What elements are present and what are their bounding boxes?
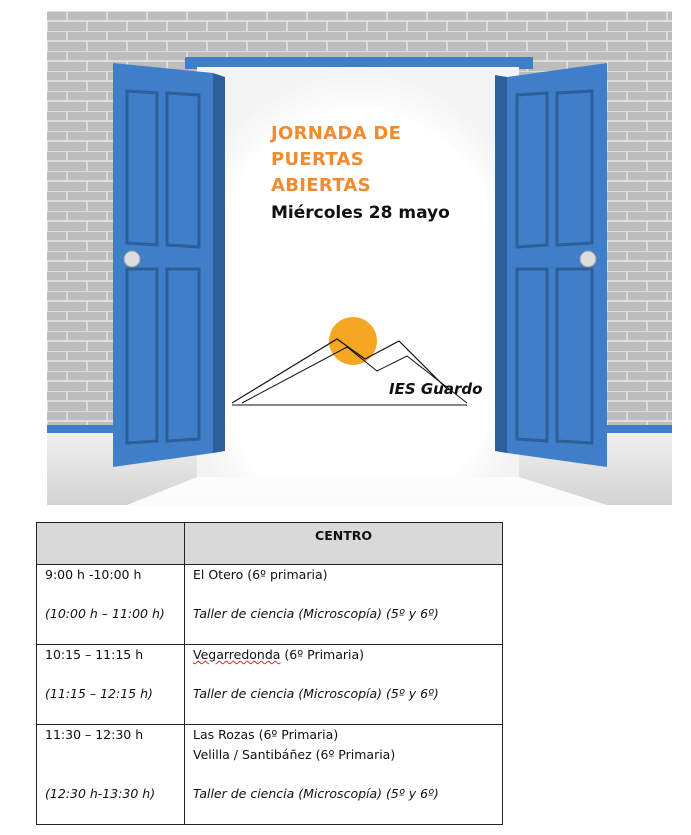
centro-cell [185, 565, 503, 645]
centro-name: Las Rozas (6º Primaria) [193, 727, 339, 742]
table-row [37, 565, 503, 645]
header-centro-cell: CENTRO [185, 523, 503, 565]
time-slot: 9:00 h -10:00 h [45, 567, 142, 582]
centro-cell [185, 645, 503, 725]
activity-name: Taller de ciencia (Microscopía) (5º y 6º) [193, 606, 439, 621]
centro-name-misspelled: Vegarredonda [193, 647, 281, 662]
time-cell [37, 565, 185, 645]
centro-name: Velilla / Santibáñez (6º Primaria) [193, 747, 396, 762]
poster-title-line-3: ABIERTAS [271, 175, 371, 196]
sun-shape [329, 317, 377, 365]
time-slot-secondary: (11:15 – 12:15 h) [45, 686, 153, 701]
table-row [37, 725, 503, 825]
event-poster [47, 11, 672, 505]
poster-title-line-1: JORNADA DE [271, 123, 402, 144]
time-slot: 11:30 – 12:30 h [45, 727, 144, 742]
centro-name-rest: (6º Primaria) [280, 647, 365, 662]
time-cell [37, 645, 185, 725]
schedule-table [36, 522, 503, 825]
time-slot: 10:15 – 11:15 h [45, 647, 144, 662]
centro-name [193, 645, 494, 665]
table-header-row [37, 523, 503, 565]
left-door [113, 63, 225, 467]
right-door [495, 63, 607, 467]
header-time-cell [37, 523, 185, 565]
table-row [37, 645, 503, 725]
activity-name: Taller de ciencia (Microscopía) (5º y 6º) [193, 786, 439, 801]
poster-date: Miércoles 28 mayo [271, 203, 450, 223]
poster-title-line-2: PUERTAS [271, 149, 365, 170]
time-slot-secondary: (12:30 h-13:30 h) [45, 786, 156, 801]
school-logo-text: IES Guardo [389, 380, 483, 398]
centro-name: El Otero (6º primaria) [193, 567, 328, 582]
activity-name: Taller de ciencia (Microscopía) (5º y 6º) [193, 686, 439, 701]
centro-cell [185, 725, 503, 825]
open-doors-illustration [47, 11, 672, 505]
time-slot-secondary: (10:00 h – 11:00 h) [45, 606, 165, 621]
time-cell [37, 725, 185, 825]
